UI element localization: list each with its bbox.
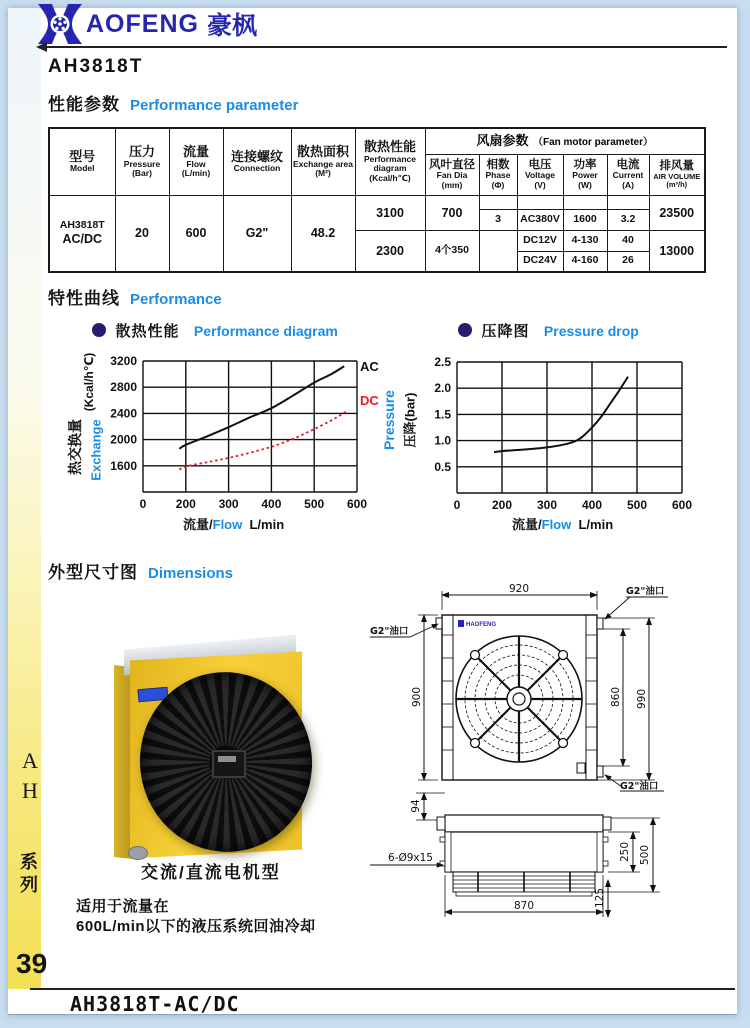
cell-current-ac: 3.2 [607,209,649,230]
cell-power-dc12: 4-130 [563,230,607,251]
svg-text:500: 500 [304,497,325,511]
cell-fan-dia-ac: 700 [425,195,479,230]
bottom-view-drawing [368,785,680,935]
sidebar-series-char-1: 系 [20,852,38,872]
footer-rule [30,988,735,990]
section-dimensions [48,558,233,583]
header-unit: (Φ) [491,179,505,190]
col-header-pressure [115,128,169,195]
cell-air-dc: 13000 [649,230,705,272]
header-unit: (mm) [441,179,463,190]
header-zh: 型号 [69,148,96,164]
bottom-edge-line [8,1014,737,1015]
chart-title-en: Pressure drop [543,323,639,339]
col-header-connection [223,128,291,195]
table-row [49,195,705,209]
table-row [49,128,705,154]
col-header-power [563,154,607,195]
section-title-zh: 性能参数 [48,95,120,114]
chart-title-zh: 散热性能 [115,323,180,340]
header-zh: 散热面积 [296,143,349,159]
cell-voltage-dc12: DC12V [517,230,563,251]
performance-diagram-chart [60,350,370,525]
x-axis-title-right [512,514,613,533]
cell-voltage-dc24: DC24V [517,251,563,272]
dim-900: 900 [411,686,423,708]
dim-125: 125 [594,887,606,909]
fan-x-logo-icon [36,4,84,44]
page-title: AH3818T [48,56,144,77]
empty-cell [517,195,563,209]
col-header-air-volume [649,154,705,195]
svg-text:2.0: 2.0 [434,381,451,396]
cell-voltage-ac: AC380V [517,209,563,230]
header-zh: 风叶直径 [429,158,475,171]
product-photo [100,632,325,867]
photo-fan-hub [212,750,246,778]
header-en: Phase [485,170,511,181]
application-note-line2: 600L/min以下的液压系统回油冷却 [76,918,316,935]
y-axis-label-zh-left: 热交换量 [67,419,83,475]
header-en: Flow [186,158,206,169]
y-axis-label-zh-right: 压降(bar) [402,392,418,448]
x-axis-zh: 流量/ [512,517,542,532]
cell-flow: 600 [169,195,223,272]
svg-text:0: 0 [453,498,461,512]
y-axis-label-en-right: Pressure [381,390,397,450]
curve-label-ac: AC [360,359,379,374]
svg-text:500: 500 [626,498,648,512]
cell-pressure: 20 [115,195,169,272]
svg-text:1600: 1600 [110,458,137,473]
svg-text:3200: 3200 [110,354,137,368]
y-axis-unit-left: (Kcal/h℃) [82,352,96,412]
header-en: Performance diagram [364,153,416,174]
svg-text:2.5: 2.5 [434,355,451,369]
section-title-en: Dimensions [148,565,234,582]
cell-performance-dc: 2300 [355,230,425,272]
chart-title-performance [92,320,338,341]
cell-fan-dia-dc: 4个350 [425,230,479,272]
brand-name-en: AOFENG [86,9,199,38]
header-unit: (A) [622,179,634,190]
col-header-area [291,128,355,195]
dim-860: 860 [610,686,622,708]
cell-area: 48.2 [291,195,355,272]
col-header-current [607,154,649,195]
header-rule [46,46,727,48]
chart-title-zh: 压降图 [481,323,530,340]
col-header-model [49,128,115,195]
svg-text:400: 400 [261,497,282,511]
col-header-voltage [517,154,563,195]
dim-holes: 6-Ø9x15 [388,852,433,864]
dim-500: 500 [639,844,651,866]
svg-text:300: 300 [218,497,239,511]
col-header-fan-dia [425,154,479,195]
header-unit: (L/min) [181,168,211,179]
x-axis-title-left [183,514,284,533]
footer-model-label: AH3818T-AC/DC [70,992,240,1016]
page-number: 39 [16,948,48,979]
x-axis-unit: L/min [249,517,285,532]
dim-870: 870 [513,900,535,912]
model-value: AC/DC [62,232,103,247]
sidebar-series-letter-a: A [22,748,38,773]
header-en: Pressure [123,158,161,169]
sidebar-series-letter-h: H [22,778,38,803]
bullet-icon [92,323,106,337]
cell-power-ac: 1600 [563,209,607,230]
sidebar-series-char-2: 列 [20,875,38,895]
col-header-performance [355,128,425,195]
svg-text:400: 400 [581,498,603,512]
side-strip [8,8,41,989]
col-header-phase [479,154,517,195]
header-en: Fan Dia [436,170,468,181]
header-unit: (Kcal/h℃) [369,172,411,183]
cell-power-dc24: 4-160 [563,251,607,272]
svg-text:1.5: 1.5 [434,407,451,422]
port-label-top-left: G2"油口 [370,626,409,637]
empty-cell [479,195,517,209]
header-rule-arrow-icon [36,42,47,52]
svg-text:600: 600 [346,497,368,511]
fan-group-header [425,128,705,154]
front-view-drawing [368,583,680,795]
header-unit: (Bar) [132,168,152,179]
cell-model [49,195,115,272]
header-zh: 电流 [616,158,640,171]
header-zh: 风扇参数 [476,133,529,149]
header-en: Model [69,163,95,174]
cell-current-dc24: 26 [607,251,649,272]
header-en: Voltage [524,170,556,181]
dim-250: 250 [619,841,631,863]
svg-text:2000: 2000 [110,432,137,447]
header-unit: (W) [578,179,592,190]
pressure-drop-chart [400,350,700,525]
cell-phase-ac: 3 [479,209,517,230]
svg-text:0.5: 0.5 [434,459,451,474]
cell-current-dc12: 40 [607,230,649,251]
svg-text:2400: 2400 [110,406,137,421]
header-en: Exchange area [292,158,353,169]
brand-name-zh: 豪枫 [206,12,257,40]
svg-text:200: 200 [491,498,513,512]
header-zh: 散热性能 [363,139,416,155]
header-zh: 功率 [573,158,597,171]
header-en: Connection [233,163,281,174]
x-axis-en: Flow [212,517,243,532]
x-axis-zh: 流量/ [183,517,213,532]
photo-hub-label [218,756,236,762]
model-value: AH3818T [59,219,105,232]
svg-text:0: 0 [139,497,147,511]
header-unit: (V) [534,179,546,190]
section-performance-curve [48,284,222,309]
dim-920: 920 [508,583,530,595]
section-title-en: Performance [130,291,222,308]
cell-air-ac: 23500 [649,195,705,230]
section-title-zh: 外型尺寸图 [48,563,138,582]
header-en: AIR VOLUME [653,171,701,181]
col-header-flow [169,128,223,195]
header-zh: 排风量 [659,159,694,172]
application-note-line1: 适用于流量在 [76,898,170,915]
x-axis-unit: L/min [578,517,614,532]
x-axis-en: Flow [541,517,572,532]
chart-title-pressure-drop [458,320,639,341]
port-label-top-right: G2"油口 [626,586,665,597]
section-title-en: Performance parameter [130,97,299,114]
motor-type-caption: 交流/直流电机型 [141,863,281,882]
section-performance-parameter [48,90,298,115]
cell-performance-ac: 3100 [355,195,425,230]
header-unit: (M²) [315,168,331,179]
brand-logo [36,4,257,44]
header-unit: (m³/h) [666,179,688,189]
section-title-zh: 特性曲线 [48,289,120,308]
y-axis-label-en-left: Exchange [88,419,104,481]
port-label-bottom-right: G2"油口 [620,781,659,792]
spec-table [48,127,706,273]
cell-connection: G2" [223,195,291,272]
svg-text:600: 600 [671,498,693,512]
header-en: （Fan motor parameter） [532,137,653,149]
svg-text:1.0: 1.0 [434,433,451,448]
empty-cell [563,195,607,209]
svg-text:200: 200 [175,497,196,511]
empty-cell [479,230,517,272]
dim-990: 990 [636,688,648,710]
svg-text:300: 300 [536,498,558,512]
dim-94: 94 [410,799,422,813]
empty-cell [607,195,649,209]
header-en: Current [612,170,644,181]
header-zh: 流量 [182,143,209,159]
header-zh: 压力 [128,143,155,159]
curve-label-dc: DC [360,393,379,408]
svg-text:2800: 2800 [110,380,137,395]
header-en: Power [572,170,598,181]
header-zh: 连接螺纹 [230,148,283,164]
bullet-icon [458,323,472,337]
drawing-brand-text: HAOFENG [466,622,496,628]
header-zh: 电压 [528,158,552,171]
chart-title-en: Performance diagram [193,323,338,339]
header-zh: 相数 [486,158,510,171]
